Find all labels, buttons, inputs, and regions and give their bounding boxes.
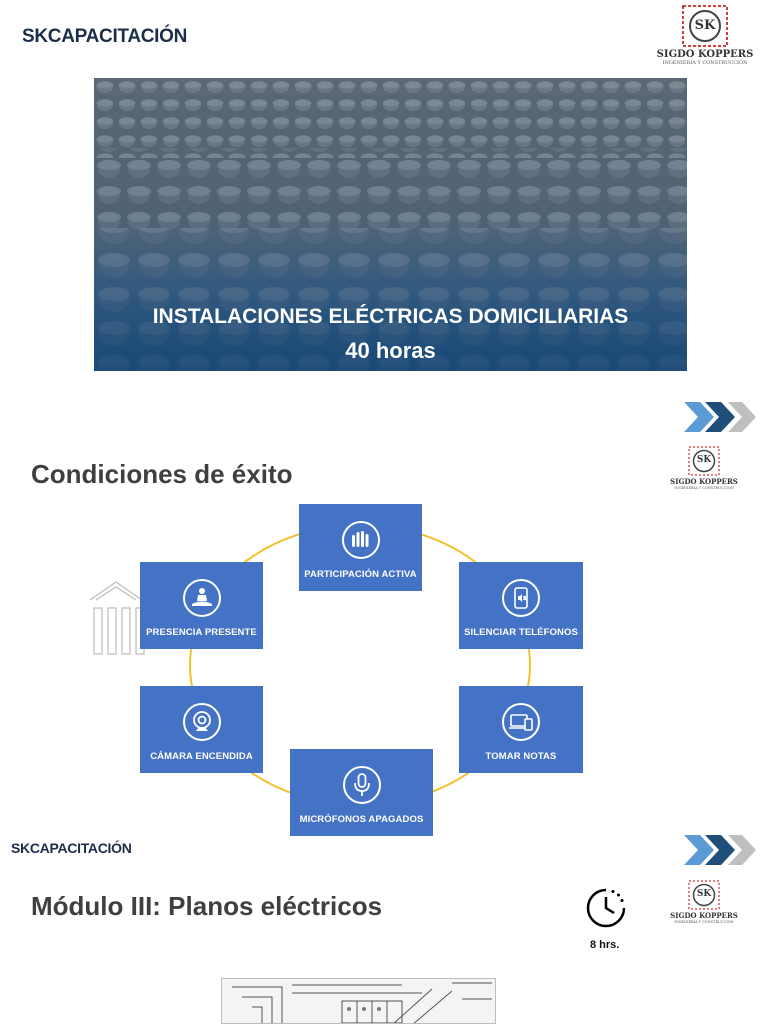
condition-tomar-notas	[459, 686, 583, 773]
course-title: INSTALACIONES ELÉCTRICAS DOMICILIARIAS	[152, 305, 629, 328]
condition-label: TOMAR NOTAS	[485, 751, 557, 762]
brand-name: CAPACITACIÓN	[29, 840, 132, 856]
condition-camara-encendida	[140, 686, 263, 773]
seal-name: SIGDO KOPPERS	[670, 477, 738, 486]
seal-tagline: INGENIERIA Y CONSTRUCCION	[662, 60, 748, 66]
seal-name: SIGDO KOPPERS	[670, 911, 738, 920]
condition-label: PRESENCIA PRESENTE	[146, 627, 257, 638]
seal-initials: SK	[696, 455, 712, 465]
condition-label: CÁMARA ENCENDIDA	[150, 751, 253, 762]
chevron-arrows-icon	[682, 401, 758, 433]
blueprint-drawing	[222, 979, 496, 1024]
chevron-arrows-icon	[682, 834, 758, 866]
meditation-icon	[183, 579, 221, 617]
conditions-heading: Condiciones de éxito	[31, 459, 293, 489]
condition-label: SILENCIAR TELÉFONOS	[464, 627, 578, 638]
seal-name: SIGDO KOPPERS	[656, 49, 754, 60]
brand-wordmark-2	[11, 840, 132, 856]
condition-label: MICRÓFONOS APAGADOS	[299, 814, 424, 825]
condition-microfonos-apagados	[290, 749, 433, 836]
webcam-icon	[183, 703, 221, 741]
raised-hands-icon	[342, 521, 380, 559]
brand-name: CAPACITACIÓN	[47, 26, 188, 47]
course-hours: 40 horas	[345, 338, 436, 363]
brand-sk: SK	[22, 26, 48, 47]
condition-participacion-activa	[299, 504, 422, 591]
brand-wordmark	[22, 26, 187, 48]
clock-icon	[582, 886, 630, 930]
condition-label: PARTICIPACIÓN ACTIVA	[304, 569, 417, 580]
condition-silenciar-telefonos	[459, 562, 583, 649]
microphone-icon	[343, 766, 381, 804]
seal-tagline: INGENIERIA Y CONSTRUCCION	[674, 486, 734, 490]
seal-initials: SK	[694, 18, 716, 33]
hero-banner	[94, 78, 687, 371]
devices-icon	[502, 703, 540, 741]
condition-presencia-presente	[140, 562, 263, 649]
brand-sk: SK	[11, 840, 30, 856]
muted-phone-icon	[502, 579, 540, 617]
sigdo-koppers-logo-2	[664, 446, 744, 494]
module-duration: 8 hrs.	[590, 939, 620, 951]
sigdo-koppers-logo-3	[664, 880, 744, 928]
seal-initials: SK	[696, 889, 712, 899]
module-heading: Módulo III: Planos eléctricos	[31, 891, 383, 921]
electrical-plan-image	[221, 978, 496, 1024]
seal-tagline: INGENIERIA Y CONSTRUCCION	[674, 920, 734, 924]
sigdo-koppers-logo	[654, 4, 756, 70]
